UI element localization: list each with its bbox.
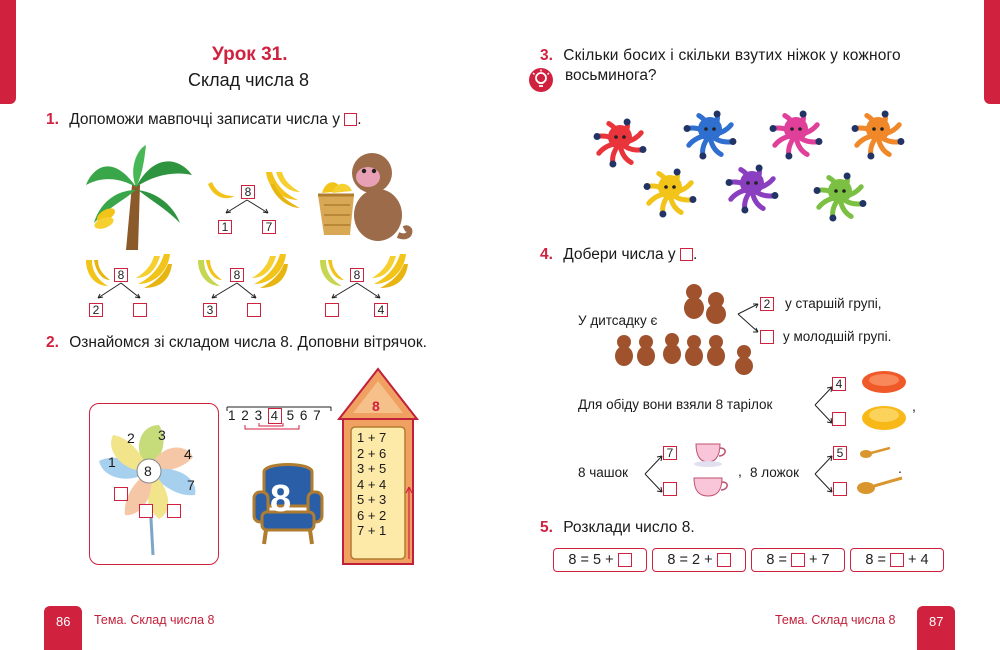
house-row: 6 + 2 [357, 507, 387, 523]
right-footer-topic: Тема. Склад числа 8 [775, 613, 896, 627]
left-edge-tab [0, 0, 16, 104]
octopus-icon [594, 118, 647, 167]
equation-answer-box[interactable] [890, 553, 904, 567]
task2-number: 2. [46, 334, 59, 351]
pinwheel-icon [89, 403, 219, 563]
row1-top-box: 2 [760, 297, 774, 311]
equation-pre: 8 = 5 + [568, 552, 614, 568]
tree2-top-box: 8 [114, 268, 128, 282]
right-edge-tab [984, 0, 1000, 104]
row3-a-top-box: 7 [663, 446, 677, 460]
plate-icon [860, 370, 910, 432]
nl-digit-highlight: 4 [268, 408, 282, 424]
task2-text: Ознайомся зі складом числа 8. Доповни вітрячок. [69, 334, 427, 351]
row3-b-bottom-box[interactable] [833, 482, 847, 496]
house-row: 3 + 5 [357, 461, 387, 476]
right-page-number: 87 [929, 614, 944, 629]
tree1-right-box[interactable]: 7 [262, 220, 276, 234]
left-footer-topic: Тема. Склад числа 8 [94, 613, 215, 627]
pinwheel-petal-5: 7 [187, 477, 195, 493]
task2-heading [46, 333, 427, 353]
task3-text-line1: Скільки босих і скільки взутих ніжок у кожного [563, 47, 901, 64]
row3-label-b: 8 ложок [750, 465, 800, 480]
row3-b-top-box: 5 [833, 446, 847, 460]
nl-digit: 6 [299, 408, 309, 423]
row2-top-box: 4 [832, 377, 846, 391]
tree2 [82, 252, 182, 318]
equation-post: + 4 [908, 552, 929, 568]
equation-3 [751, 548, 845, 572]
cup-icon [690, 440, 730, 500]
nl-digit: 1 [228, 408, 237, 423]
house-row: 7 + 1 [357, 523, 387, 538]
equation-answer-box[interactable] [618, 553, 632, 567]
equation-post: + 7 [809, 552, 830, 568]
row1-bottom-box[interactable] [760, 330, 774, 344]
row1-label: У дитсадку є [578, 313, 658, 328]
pinwheel-petal-3: 4 [184, 446, 192, 462]
task4-heading: 4. Добери числа у . [540, 246, 698, 263]
nl-digit: 2 [241, 408, 250, 423]
row3-sep: , [738, 463, 742, 479]
equation-2 [652, 548, 746, 572]
tree3-right-box[interactable] [247, 303, 261, 317]
equation-1 [553, 548, 647, 572]
lesson-title: Склад числа 8 [188, 70, 310, 90]
task1-heading: 1. Допоможи мавпочці записати числа у . [46, 111, 362, 128]
row2-bottom-box[interactable] [832, 412, 846, 426]
row2-label: Для обіду вони взяли 8 тарілок [578, 397, 773, 412]
task3-text-line2: восьминога? [565, 67, 657, 84]
equation-pre: 8 = [865, 552, 886, 568]
pinwheel-petal-2: 3 [158, 427, 166, 443]
bears-icon [612, 280, 762, 376]
equation-4 [850, 548, 944, 572]
tree2-right-box[interactable] [133, 303, 147, 317]
tree4-left-box[interactable] [325, 303, 339, 317]
octopus-icon [726, 164, 779, 213]
octopus-icon [852, 110, 905, 159]
nl-digit: 7 [313, 408, 322, 423]
row2-punct: , [912, 398, 916, 414]
tree1 [216, 185, 276, 235]
row3-punct: . [898, 460, 902, 476]
number-line-digits [228, 408, 322, 424]
pinwheel-center: 8 [144, 463, 152, 479]
tree3-left-box[interactable]: 3 [203, 303, 217, 317]
task5-number: 5. [540, 519, 553, 536]
row3-label-a: 8 чашок [578, 465, 629, 480]
octopus-icon [770, 110, 823, 159]
pinwheel-answer-box[interactable] [167, 504, 181, 518]
tree1-top-box: 8 [241, 185, 255, 199]
nl-digit: 5 [286, 408, 296, 423]
nl-digit: 3 [254, 408, 264, 423]
task1-text: Допоможи мавпочці записати числа у [69, 111, 340, 128]
equation-answer-box[interactable] [717, 553, 731, 567]
octopus-icon [644, 168, 697, 217]
tree3-top-box: 8 [230, 268, 244, 282]
tree3 [194, 252, 294, 318]
tree4-right-box[interactable]: 4 [374, 303, 388, 317]
pinwheel-petal-4: 1 [108, 454, 116, 470]
octopus-icon [814, 172, 867, 221]
house-top-number: 8 [372, 398, 380, 414]
tree4 [316, 252, 416, 318]
row1-bottom-text: у молодшій групі. [783, 329, 892, 344]
task3-heading [540, 46, 960, 86]
banana-tree-icon [84, 145, 194, 255]
number-line [225, 405, 333, 435]
armchair-number: 8 [270, 478, 292, 520]
spoon-icon [856, 442, 904, 498]
house-row: 4 + 4 [357, 476, 387, 492]
pinwheel-petal-1: 2 [127, 430, 135, 446]
house-row: 1 + 7 [357, 430, 387, 445]
pinwheel-answer-box[interactable] [139, 504, 153, 518]
equation-pre: 8 = [766, 552, 787, 568]
house-row: 5 + 3 [357, 492, 387, 507]
branch-arrows-icon [216, 185, 276, 225]
answer-box-icon [680, 248, 693, 261]
task5-heading [540, 518, 695, 538]
pinwheel-answer-box[interactable] [114, 487, 128, 501]
house-rows [357, 430, 386, 539]
tree4-top-box: 8 [350, 268, 364, 282]
row1-top-text: у старшій групі, [785, 296, 882, 311]
house-row: 2 + 6 [357, 445, 387, 461]
left-page-number: 86 [56, 614, 71, 629]
task4-number: 4. [540, 246, 553, 263]
answer-box-icon [344, 113, 357, 126]
equation-pre: 8 = 2 + [667, 552, 713, 568]
monkey-icon [312, 145, 412, 245]
task5-text: Розклади число 8. [563, 519, 695, 536]
octopus-icon [684, 110, 737, 159]
equation-answer-box[interactable] [791, 553, 805, 567]
lesson-number: Урок 31. [212, 44, 288, 65]
task4-text: Добери числа у [563, 246, 676, 263]
task1-number: 1. [46, 111, 59, 128]
lightbulb-icon [528, 67, 554, 93]
row3-a-bottom-box[interactable] [663, 482, 677, 496]
tree1-left-box[interactable]: 1 [218, 220, 232, 234]
octopus-group [590, 105, 920, 225]
tree2-left-box[interactable]: 2 [89, 303, 103, 317]
task3-number: 3. [540, 47, 553, 64]
